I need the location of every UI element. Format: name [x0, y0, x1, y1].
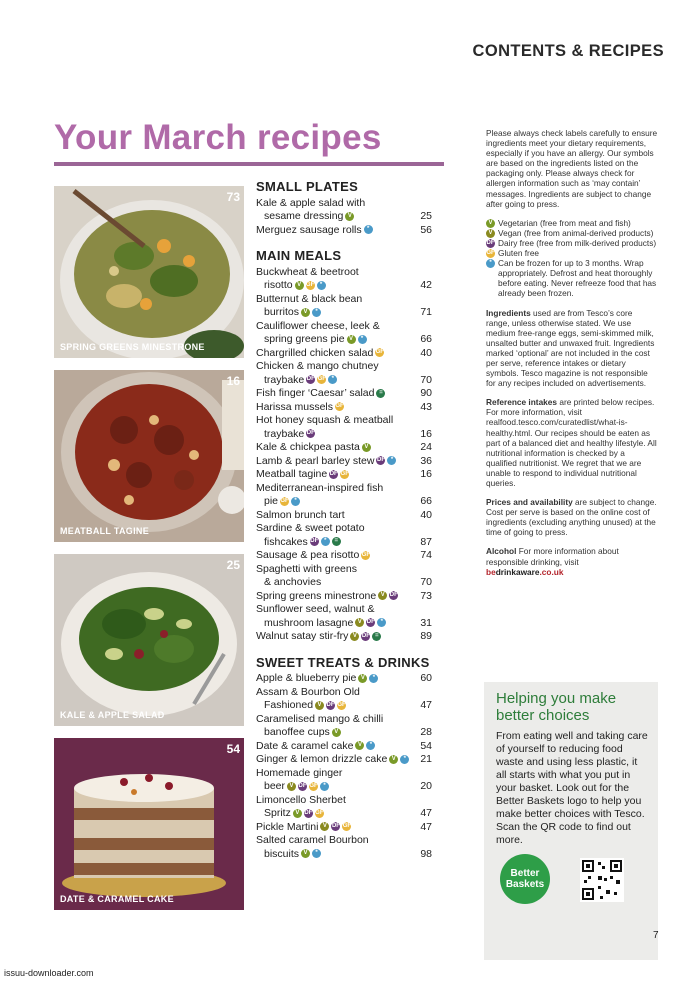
vegetarian-icon: V — [301, 849, 310, 858]
recipe-name: beer — [264, 780, 286, 792]
vegan-icon: V — [350, 632, 359, 641]
vegetarian-icon: V — [301, 308, 310, 317]
recipe-name: Spaghetti with greens — [256, 562, 357, 575]
recipe-row[interactable] — [256, 320, 432, 334]
recipe-name: Meatball tagine — [256, 468, 328, 480]
recipe-name: biscuits — [264, 847, 300, 860]
recipe-row[interactable] — [256, 713, 432, 727]
legend-freezable: Can be frozen for up to 3 months. Wrap appropriately. Defrost and heat thoroughly before eating. Never refreeze food that has already been frozen. — [498, 258, 657, 299]
recipe-name: Ginger & lemon drizzle cake — [256, 753, 388, 765]
recipe-name: pie — [264, 495, 279, 507]
page-number: 90 — [420, 387, 432, 399]
better-baskets-icon: = — [372, 632, 381, 641]
recipe-name: sesame dressing — [264, 210, 344, 222]
alcohol-text: For more information about responsible drinking, visit — [486, 546, 619, 567]
freezable-icon: * — [291, 497, 300, 506]
better-baskets-logo — [500, 854, 550, 904]
recipe-row[interactable] — [256, 821, 432, 835]
gluten-free-icon: GF — [361, 551, 370, 558]
recipe-row[interactable] — [256, 834, 432, 848]
page-number: 40 — [420, 346, 432, 359]
alcohol-note — [486, 546, 658, 566]
recipe-name: risotto — [264, 279, 293, 291]
recipe-row[interactable] — [256, 686, 432, 700]
prices-text: are subject to change. Cost per serve is based on the online cost of ingredients (excluding anything unused) at the time of going to press. — [486, 497, 657, 538]
section-title-sweet-treats: SWEET TREATS & DRINKS — [256, 654, 430, 670]
qr-code-icon — [580, 858, 624, 902]
better-baskets-icon: = — [332, 537, 341, 546]
recipe-row[interactable] — [256, 603, 432, 617]
gluten-free-icon: GF — [309, 782, 318, 789]
recipe-row[interactable] — [256, 767, 432, 781]
recipe-name: Spring greens minestrone — [256, 589, 377, 602]
page-number: 56 — [420, 223, 432, 236]
qr-code[interactable] — [580, 858, 624, 902]
page-number: 70 — [420, 576, 432, 588]
recipe-row[interactable] — [256, 617, 432, 631]
recipe-name: traybake — [264, 373, 305, 386]
gluten-free-icon: GF — [486, 250, 495, 257]
page-title: Your March recipes — [54, 118, 382, 157]
recipe-row[interactable] — [256, 414, 432, 428]
salad-image — [54, 554, 244, 726]
legend-vegan: Vegan (free from animal-derived products) — [498, 227, 654, 238]
photo-page-number: 16 — [226, 374, 240, 388]
better-choices-panel — [484, 682, 658, 960]
photo-caption: DATE & CARAMEL CAKE — [60, 894, 174, 904]
vegan-icon: V — [378, 591, 387, 600]
recipe-name: Hot honey squash & meatball — [256, 414, 394, 426]
page-number: 28 — [420, 726, 432, 738]
recipe-name: burritos — [264, 306, 300, 318]
alcohol-heading: Alcohol — [486, 546, 517, 557]
page-number: 66 — [420, 495, 432, 507]
prices-note — [486, 497, 658, 537]
recipe-index — [256, 180, 432, 861]
vegan-icon: V — [287, 782, 296, 791]
recipe-name: fishcakes — [264, 535, 308, 548]
gluten-free-icon: GF — [315, 809, 324, 816]
freezable-icon: * — [312, 308, 321, 317]
gluten-free-icon: GF — [335, 403, 344, 410]
dairy-free-icon: DF — [331, 823, 340, 830]
recipe-name: Homemade ginger — [256, 766, 343, 779]
photo-date-caramel-cake — [54, 738, 244, 910]
better-baskets-icon: = — [376, 389, 385, 398]
gluten-free-icon: GF — [337, 701, 346, 708]
page-number: 66 — [420, 333, 432, 345]
drinkaware-suffix: .co.uk — [539, 566, 564, 577]
freezable-icon: * — [321, 537, 330, 546]
recipe-name: Date & caramel cake — [256, 739, 354, 752]
title-divider — [54, 162, 444, 166]
page-number: 47 — [420, 807, 432, 819]
page-number: 31 — [420, 616, 432, 629]
dairy-free-icon: DF — [306, 430, 315, 437]
page-number: 43 — [420, 400, 432, 413]
vegetarian-icon: V — [332, 728, 341, 737]
recipe-row[interactable] — [256, 360, 432, 374]
dairy-free-icon: DF — [304, 809, 313, 816]
recipe-row[interactable] — [256, 753, 432, 767]
recipe-name: Limoncello Sherbet — [256, 793, 346, 806]
recipe-row[interactable] — [256, 224, 432, 238]
recipe-name: Sausage & pea risotto — [256, 549, 360, 561]
ingredients-note — [486, 308, 658, 389]
freezable-icon: * — [369, 674, 378, 683]
better-choices-body: From eating well and taking care of yourself to reducing food waste and using less plastic, it all starts with what you put in your basket. Look out for the Better Baskets logo to help you make better choices with Tesco. Scan the QR code to find out more. — [496, 730, 648, 846]
recipe-row[interactable] — [256, 197, 432, 211]
page-number: 60 — [420, 672, 432, 684]
recipe-row[interactable] — [256, 794, 432, 808]
recipe-row[interactable] — [256, 347, 432, 361]
page-number: 21 — [420, 753, 432, 765]
page-number: 47 — [420, 699, 432, 711]
recipe-row[interactable] — [256, 780, 432, 794]
freezable-icon: * — [486, 259, 495, 268]
legend-gluten-free: Gluten free — [498, 248, 540, 259]
ingredients-heading: Ingredients — [486, 307, 531, 318]
reference-note — [486, 397, 658, 488]
recipe-row[interactable] — [256, 279, 432, 293]
recipe-row[interactable] — [256, 495, 432, 509]
dairy-free-icon: DF — [310, 538, 319, 545]
photo-page-number: 73 — [226, 190, 240, 204]
recipe-row[interactable] — [256, 441, 432, 455]
drinkaware-prefix: be — [486, 566, 496, 577]
recipe-name: Cauliflower cheese, leek & — [256, 319, 380, 332]
gluten-free-icon: GF — [375, 349, 384, 356]
photo-spring-greens-minestrone — [54, 186, 244, 358]
logo-line-1: Better — [510, 868, 540, 879]
freezable-icon: * — [317, 281, 326, 290]
minestrone-image — [54, 186, 244, 358]
recipe-row[interactable] — [256, 509, 432, 523]
gluten-free-icon: GF — [342, 823, 352, 830]
recipe-row[interactable] — [256, 536, 432, 550]
recipe-row[interactable] — [256, 563, 432, 577]
recipe-name: Sardine & sweet potato — [256, 522, 365, 534]
recipe-name: Fashioned — [264, 699, 314, 711]
dairy-free-icon: DF — [366, 619, 375, 626]
recipe-name: Salmon brunch tart — [256, 508, 345, 521]
recipe-name: Pickle Martini — [256, 820, 319, 833]
freezable-icon: * — [400, 755, 409, 764]
photo-kale-apple-salad — [54, 554, 244, 726]
recipe-name: Chicken & mango chutney — [256, 360, 379, 372]
recipe-name: & anchovies — [264, 576, 322, 588]
recipe-row[interactable] — [256, 522, 432, 536]
recipe-name: Harissa mussels — [256, 400, 334, 413]
recipe-name: Kale & chickpea pasta — [256, 441, 360, 453]
page-number-footer: 7 — [653, 930, 659, 941]
recipe-name: Kale & apple salad with — [256, 196, 366, 209]
page-number: 36 — [420, 454, 432, 467]
photo-meatball-tagine — [54, 370, 244, 542]
tagine-image — [54, 370, 244, 542]
section-header: CONTENTS & RECIPES — [472, 42, 664, 60]
photo-page-number: 54 — [226, 742, 240, 756]
dairy-free-icon: DF — [306, 376, 315, 383]
recipe-row[interactable] — [256, 848, 432, 862]
recipe-row[interactable] — [256, 576, 432, 590]
gluten-free-icon: GF — [305, 281, 315, 288]
vegan-icon: V — [486, 229, 495, 238]
dairy-free-icon: DF — [326, 701, 335, 708]
vegetarian-icon: V — [293, 809, 302, 818]
freezable-icon: * — [366, 741, 375, 750]
freezable-icon: * — [320, 782, 329, 791]
recipe-row[interactable] — [256, 210, 432, 224]
freezable-icon: * — [328, 375, 337, 384]
recipe-row[interactable] — [256, 387, 432, 401]
recipe-row[interactable] — [256, 726, 432, 740]
vegetarian-icon: V — [355, 741, 364, 750]
vegetarian-icon: V — [295, 281, 304, 290]
better-choices-heading: Helping you make better choices — [496, 690, 617, 724]
dairy-free-icon: DF — [329, 470, 338, 477]
recipe-row[interactable] — [256, 266, 432, 280]
reference-heading: Reference intakes — [486, 397, 558, 408]
dairy-free-icon: DF — [376, 457, 385, 464]
logo-line-2: Baskets — [505, 879, 545, 890]
recipe-name: Assam & Bourbon Old — [256, 685, 360, 698]
dairy-free-icon: DF — [389, 592, 398, 599]
recipe-name: Caramelised mango & chilli — [256, 712, 384, 725]
cake-image — [54, 738, 244, 910]
dairy-free-icon: DF — [298, 782, 307, 789]
recipe-name: Butternut & black bean — [256, 292, 363, 305]
section-title-main-meals: MAIN MEALS — [256, 248, 342, 263]
recipe-name: Walnut satay stir-fry — [256, 630, 349, 642]
page-number: 73 — [420, 589, 432, 602]
legend-dairy-free: Dairy free (free from milk-derived products) — [498, 237, 657, 248]
recipe-name: mushroom lasagne — [264, 616, 354, 629]
recipe-name: Apple & blueberry pie — [256, 672, 357, 684]
vegetarian-icon: V — [358, 674, 367, 683]
recipe-row[interactable] — [256, 333, 432, 347]
page-number: 71 — [420, 306, 432, 318]
section-title-small-plates: SMALL PLATES — [256, 179, 359, 194]
photo-caption: SPRING GREENS MINESTRONE — [60, 342, 205, 352]
photo-caption: KALE & APPLE SALAD — [60, 710, 165, 720]
freezable-icon: * — [364, 225, 373, 234]
recipe-name: Mediterranean-inspired fish — [256, 481, 384, 494]
recipe-name: Sunflower seed, walnut & — [256, 603, 375, 615]
recipe-row[interactable] — [256, 699, 432, 713]
recipe-row[interactable] — [256, 590, 432, 604]
recipe-row[interactable] — [256, 630, 432, 644]
page-number: 16 — [420, 468, 432, 480]
page-number: 40 — [420, 508, 432, 521]
freezable-icon: * — [377, 618, 386, 627]
page-number: 74 — [420, 549, 432, 561]
page-number: 25 — [420, 210, 432, 222]
photo-caption: MEATBALL TAGINE — [60, 526, 149, 536]
info-column — [486, 128, 658, 577]
dairy-free-icon: DF — [486, 239, 495, 246]
recipe-row[interactable] — [256, 428, 432, 442]
recipe-row[interactable] — [256, 293, 432, 307]
recipe-row[interactable] — [256, 374, 432, 388]
recipe-name: banoffee cups — [264, 726, 330, 738]
recipe-name: Fish finger ‘Caesar’ salad — [256, 387, 375, 399]
recipe-name: Spritz — [264, 807, 291, 819]
symbol-legend — [486, 218, 658, 299]
ingredients-text: used are from Tesco’s core range, unless otherwise stated. We use medium free-range eggs, semi-skimmed milk, unsalted butter and unwaxed fruit. Ingredients marked ‘optional’ are not included in the cost per serve, reference intakes or dietary symbols. Tesco magazine is not responsible for any recipes included on advertisements. — [486, 307, 655, 389]
vegetarian-icon: V — [486, 219, 495, 228]
page-number: 42 — [420, 279, 432, 291]
recipe-row[interactable] — [256, 672, 432, 686]
page-number: 47 — [420, 820, 432, 833]
page-number: 54 — [420, 739, 432, 752]
vegan-icon: V — [355, 618, 364, 627]
vegetarian-icon: V — [347, 335, 356, 344]
recipe-name: Chargrilled chicken salad — [256, 346, 374, 359]
recipe-name: Salted caramel Bourbon — [256, 834, 369, 846]
drinkaware-brand: drinkaware — [495, 566, 540, 577]
recipe-name: spring greens pie — [264, 333, 345, 345]
page-number: 89 — [420, 630, 432, 642]
freezable-icon: * — [387, 456, 396, 465]
page-number: 20 — [420, 780, 432, 792]
freezable-icon: * — [358, 335, 367, 344]
dairy-free-icon: DF — [361, 632, 370, 639]
recipe-row[interactable] — [256, 740, 432, 754]
watermark-text: issuu-downloader.com — [4, 968, 94, 978]
recipe-row[interactable] — [256, 455, 432, 469]
gluten-free-icon: GF — [340, 470, 349, 477]
recipe-name: traybake — [264, 427, 305, 440]
recipe-name: Merguez sausage rolls — [256, 223, 362, 236]
recipe-row[interactable] — [256, 306, 432, 320]
reference-text: are printed below recipes. For more information, visit realfood.tesco.com/curatedlist/what-is-healthy.html. Our recipes should be eaten as part of a balanced diet and healthy lifestyle. All nutritional information is checked by a qualified nutritionist. We regret that we are unable to respond to individual nutritional queries. — [486, 397, 657, 488]
vegetarian-icon: V — [389, 755, 398, 764]
page-number: 87 — [420, 535, 432, 548]
freezable-icon: * — [312, 849, 321, 858]
page-number: 24 — [420, 441, 432, 453]
recipe-name: Lamb & pearl barley stew — [256, 454, 375, 467]
vegetarian-icon: V — [362, 443, 371, 452]
recipe-row[interactable] — [256, 549, 432, 563]
recipe-row[interactable] — [256, 468, 432, 482]
prices-heading: Prices and availability — [486, 497, 573, 508]
recipe-row[interactable] — [256, 482, 432, 496]
page-number: 70 — [420, 373, 432, 386]
gluten-free-icon: GF — [280, 497, 289, 504]
vegetarian-icon: V — [345, 212, 354, 221]
gluten-free-icon: GF — [317, 376, 326, 383]
page-number: 16 — [420, 427, 432, 440]
page-number: 98 — [420, 847, 432, 860]
allergy-notice: Please always check labels carefully to ensure ingredients meet your dietary requirements, especially if you have an allergy. Our symbols are based on the ingredients listed on the packaging only. Please always check for allergen information such as ‘may contain’ messages. Ingredients are subject to change after going to press. — [486, 128, 658, 209]
vegan-icon: V — [320, 822, 329, 831]
photo-page-number: 25 — [226, 558, 240, 572]
recipe-row[interactable] — [256, 401, 432, 415]
recipe-row[interactable] — [256, 807, 432, 821]
vegan-icon: V — [315, 701, 324, 710]
drinkaware-link[interactable] — [486, 567, 658, 577]
legend-vegetarian: Vegetarian (free from meat and fish) — [498, 217, 631, 228]
recipe-name: Buckwheat & beetroot — [256, 265, 359, 278]
